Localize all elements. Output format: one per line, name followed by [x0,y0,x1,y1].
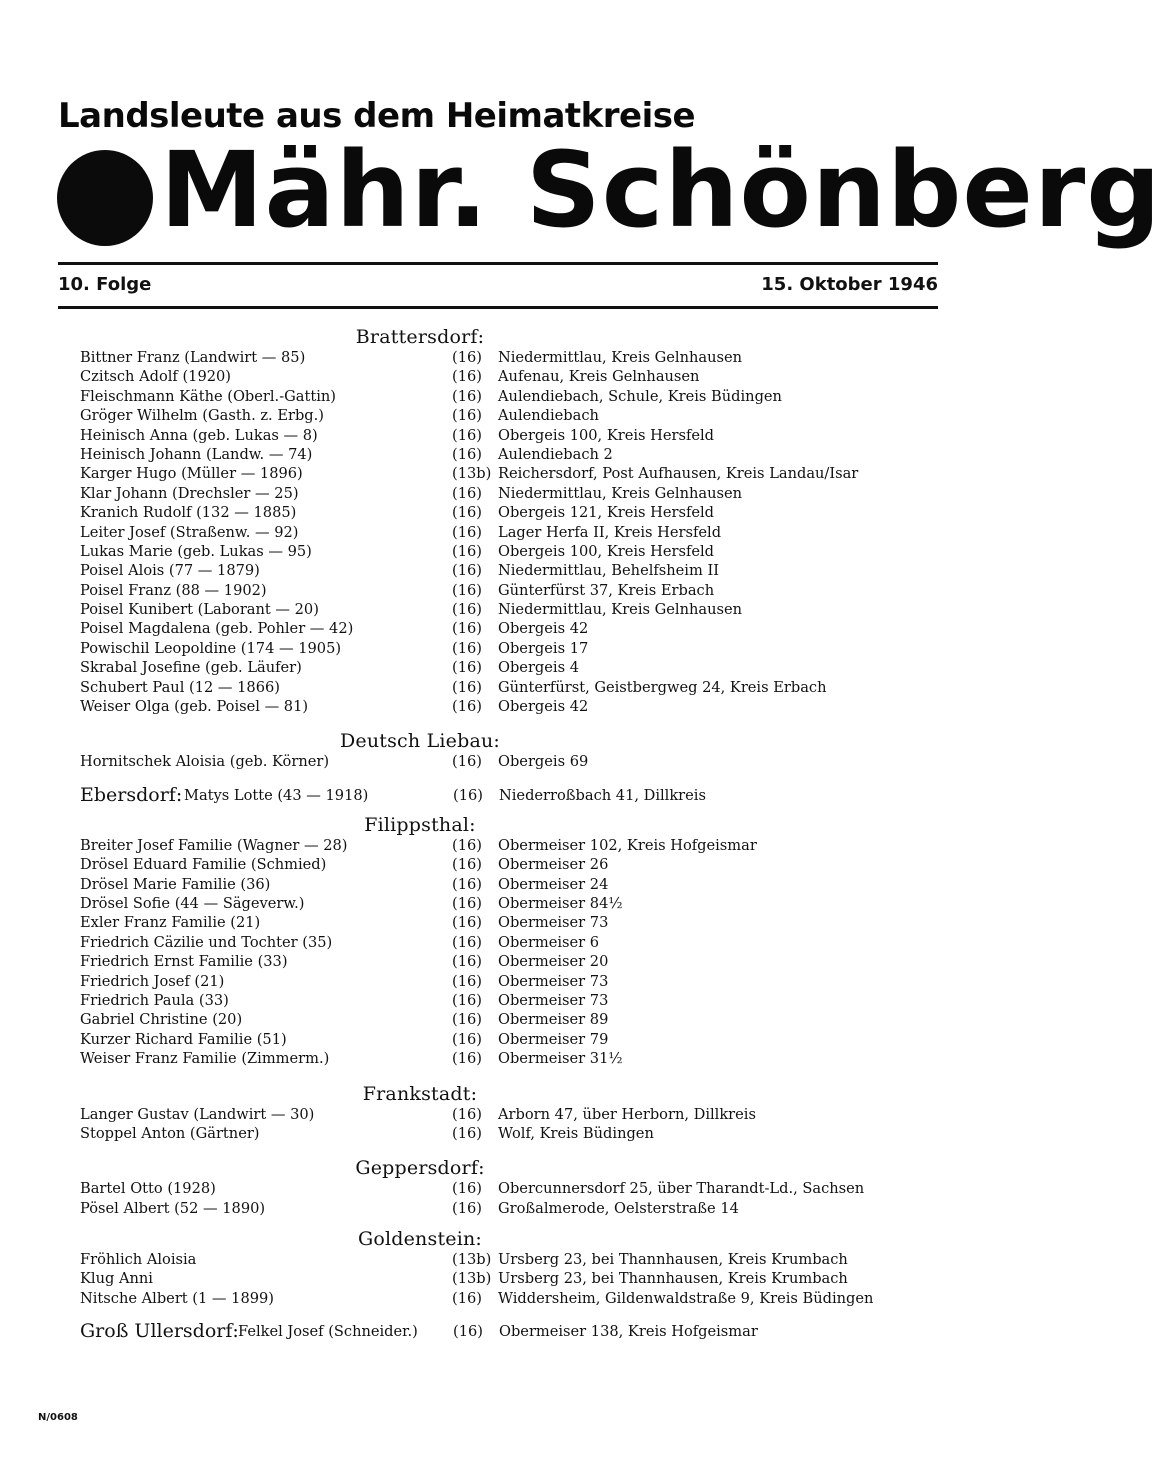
entry-address: Niederroßbach 41, Dillkreis [499,786,706,804]
entry-zone-code: (16) [452,1124,482,1142]
entry-name: Friedrich Ernst Familie (33) [80,953,288,971]
entry-zone-code: (16) [452,562,482,580]
place-heading-filippsthal: Filippsthal: [364,813,476,836]
entry-zone-code: (16) [452,659,482,677]
entry-zone-code: (16) [452,678,482,696]
entry-name: Nitsche Albert (1 — 1899) [80,1289,274,1307]
entry-row [80,348,940,367]
entry-zone-code: (16) [452,972,482,990]
entry-row [80,1049,940,1068]
entry-address: Obermeiser 84½ [498,894,623,912]
entry-address: Obergeis 121, Kreis Hersfeld [498,504,715,522]
entry-address: Günterfürst, Geistbergweg 24, Kreis Erbach [498,678,827,696]
entry-name: Stoppel Anton (Gärtner) [80,1124,260,1142]
entry-zone-code: (16) [452,856,482,874]
place-heading-geppersdorf: Geppersdorf: [355,1157,485,1180]
entry-name: Friedrich Josef (21) [80,972,225,990]
entry-address: Großalmerode, Oelsterstraße 14 [498,1199,739,1217]
entry-zone-code: (16) [452,620,482,638]
section-frankstadt [80,1105,940,1144]
entry-address: Obergeis 4 [498,659,579,677]
entry-zone-code: (16) [452,1105,482,1123]
entry-address: Günterfürst 37, Kreis Erbach [498,581,715,599]
entry-name: Langer Gustav (Landwirt — 30) [80,1105,315,1123]
entry-name: Breiter Josef Familie (Wagner — 28) [80,836,348,854]
section-gross-ullersdorf [80,1318,940,1344]
entry-zone-code: (16) [452,426,482,444]
entry-address: Aufenau, Kreis Gelnhausen [498,368,700,386]
entry-row [80,426,940,445]
masthead-supertitle: Landsleute aus dem Heimatkreise [58,96,696,136]
entry-zone-code: (16) [452,836,482,854]
entry-zone-code: (16) [452,914,482,932]
entry-row [80,1010,940,1029]
entry-name: Exler Franz Familie (21) [80,914,261,932]
entry-zone-code: (16) [452,753,482,771]
entry-row [80,464,940,483]
entry-name: Heinisch Johann (Landw. — 74) [80,445,313,463]
entry-row [80,875,940,894]
entry-address: Obergeis 42 [498,698,589,716]
entry-name: Kranich Rudolf (132 — 1885) [80,504,297,522]
entry-address: Niedermittlau, Kreis Gelnhausen [498,601,743,619]
entry-address: Obercunnersdorf 25, über Tharandt-Ld., Sachsen [498,1180,865,1198]
entry-address: Obergeis 100, Kreis Hersfeld [498,542,715,560]
entry-zone-code: (16) [452,1030,482,1048]
entry-name: Felkel Josef (Schneider.) [238,1323,418,1341]
entry-row [80,619,940,638]
entry-address: Obergeis 69 [498,753,589,771]
entry-address: Obermeiser 6 [498,933,600,951]
entry-zone-code: (16) [452,542,482,560]
entry-zone-code: (16) [452,407,482,425]
entry-zone-code: (13b) [452,465,492,483]
entry-row [80,1199,940,1218]
entry-name: Friedrich Paula (33) [80,991,229,1009]
entry-address: Obergeis 42 [498,620,589,638]
place-heading-gross-ullersdorf: Groß Ullersdorf: [80,1320,239,1343]
entry-row [80,542,940,561]
entry-row [80,1030,940,1049]
entry-row [80,1124,940,1143]
entry-address: Obermeiser 79 [498,1030,609,1048]
place-heading-frankstadt: Frankstadt: [362,1082,478,1105]
entry-zone-code: (16) [453,786,483,804]
entry-address: Obergeis 17 [498,639,589,657]
entry-zone-code: (13b) [452,1270,492,1288]
place-heading-deutsch-liebau: Deutsch Liebau: [339,730,501,753]
entry-zone-code: (16) [452,1011,482,1029]
entry-row [80,1250,940,1269]
entry-row [80,658,940,677]
entry-address: Aulendiebach [498,407,599,425]
entry-address: Widdersheim, Gildenwaldstraße 9, Kreis Büdingen [498,1289,874,1307]
entry-name: Kurzer Richard Familie (51) [80,1030,287,1048]
entry-row [80,991,940,1010]
entry-zone-code: (16) [452,875,482,893]
entry-name: Drösel Sofie (44 — Sägeverw.) [80,894,305,912]
entry-row [80,752,940,771]
entry-address: Niedermittlau, Kreis Gelnhausen [498,484,743,502]
entry-row [80,933,940,952]
entry-name: Klar Johann (Drechsler — 25) [80,484,299,502]
entry-row [80,913,940,932]
entry-row [80,367,940,386]
entry-name: Powischil Leopoldine (174 — 1905) [80,639,342,657]
section-ebersdorf [80,782,940,808]
entry-address: Obermeiser 73 [498,914,609,932]
entry-row [80,600,940,619]
entry-row [80,855,940,874]
entry-address: Obermeiser 26 [498,856,609,874]
entry-row [80,952,940,971]
entry-zone-code: (16) [452,1289,482,1307]
entry-name: Drösel Eduard Familie (Schmied) [80,856,327,874]
entry-zone-code: (16) [452,484,482,502]
entry-row [80,445,940,464]
entry-zone-code: (16) [452,933,482,951]
coat-of-arms-seal [57,150,153,246]
entry-row [80,894,940,913]
entry-zone-code: (16) [452,991,482,1009]
entry-zone-code: (16) [452,639,482,657]
entry-zone-code: (16) [452,698,482,716]
entry-name: Skrabal Josefine (geb. Läufer) [80,659,302,677]
entry-row [80,697,940,716]
entry-zone-code: (16) [452,368,482,386]
entry-name: Friedrich Cäzilie und Tochter (35) [80,933,333,951]
entry-row [80,1179,940,1198]
entry-address: Obermeiser 20 [498,953,609,971]
entry-zone-code: (16) [452,1180,482,1198]
entry-row [80,387,940,406]
entry-address: Obermeiser 138, Kreis Hofgeismar [499,1323,758,1341]
entry-address: Obermeiser 102, Kreis Hofgeismar [498,836,757,854]
entry-name: Schubert Paul (12 — 1866) [80,678,280,696]
entry-name: Poisel Kunibert (Laborant — 20) [80,601,319,619]
entry-address: Obermeiser 31½ [498,1050,623,1068]
entry-name: Heinisch Anna (geb. Lukas — 8) [80,426,318,444]
entry-name: Karger Hugo (Müller — 1896) [80,465,303,483]
masthead-rule-top [58,262,938,265]
entry-name: Weiser Olga (geb. Poisel — 81) [80,698,309,716]
entry-zone-code: (16) [452,953,482,971]
entry-address: Reichersdorf, Post Aufhausen, Kreis Landau/Isar [498,465,859,483]
entry-row [80,678,940,697]
entry-name: Drösel Marie Familie (36) [80,875,271,893]
entry-name: Poisel Franz (88 — 1902) [80,581,267,599]
entry-address: Obermeiser 73 [498,972,609,990]
entry-address: Ursberg 23, bei Thannhausen, Kreis Krumbach [498,1270,848,1288]
entry-address: Obergeis 100, Kreis Hersfeld [498,426,715,444]
entry-address: Obermeiser 89 [498,1011,609,1029]
issue-number: 10. Folge [58,274,152,295]
place-heading-ebersdorf: Ebersdorf: [80,783,183,806]
entry-zone-code: (16) [452,581,482,599]
entry-row [80,1105,940,1124]
entry-row [80,523,940,542]
entry-name: Bittner Franz (Landwirt — 85) [80,349,306,366]
entry-address: Niedermittlau, Kreis Gelnhausen [498,349,743,366]
entry-zone-code: (16) [452,1050,482,1068]
section-filippsthal [80,836,940,1069]
section-geppersdorf [80,1179,940,1218]
entry-name: Fleischmann Käthe (Oberl.-Gattin) [80,387,336,405]
place-heading-goldenstein: Goldenstein: [357,1228,483,1251]
entry-zone-code: (16) [453,1323,483,1341]
entry-name: Bartel Otto (1928) [80,1180,216,1198]
entry-row [80,561,940,580]
masthead-rule-bottom [58,306,938,309]
entry-zone-code: (16) [452,601,482,619]
entry-address: Aulendiebach 2 [498,445,613,463]
entry-name: Gabriel Christine (20) [80,1011,243,1029]
issue-date: 15. Oktober 1946 [761,274,938,295]
entry-address: Wolf, Kreis Büdingen [498,1124,654,1142]
masthead-title: Mähr. Schönberg [160,129,1162,251]
entry-row [80,836,940,855]
entry-zone-code: (16) [452,445,482,463]
entry-zone-code: (16) [452,504,482,522]
entry-name: Fröhlich Aloisia [80,1251,197,1269]
entry-name: Klug Anni [80,1270,153,1288]
entry-name: Poisel Alois (77 — 1879) [80,562,260,580]
entry-name: Czitsch Adolf (1920) [80,368,231,386]
entry-zone-code: (16) [452,894,482,912]
place-heading-brattersdorf: Brattersdorf: [355,326,485,348]
entry-address: Obermeiser 73 [498,991,609,1009]
entry-address: Aulendiebach, Schule, Kreis Büdingen [498,387,782,405]
entry-row [80,503,940,522]
entry-row [80,639,940,658]
entry-zone-code: (16) [452,387,482,405]
entry-address: Niedermittlau, Behelfsheim II [498,562,719,580]
section-goldenstein [80,1250,940,1308]
entry-name: Leiter Josef (Straßenw. — 92) [80,523,299,541]
entry-row [80,484,940,503]
entry-zone-code: (13b) [452,1251,492,1269]
section-brattersdorf [80,348,940,716]
entry-zone-code: (16) [452,349,482,366]
entry-name: Poisel Magdalena (geb. Pohler — 42) [80,620,354,638]
entry-name: Hornitschek Aloisia (geb. Körner) [80,753,330,771]
entry-name: Gröger Wilhelm (Gasth. z. Erbg.) [80,407,324,425]
entry-address: Ursberg 23, bei Thannhausen, Kreis Krumbach [498,1251,848,1269]
entry-zone-code: (16) [452,523,482,541]
listing-content [80,326,940,1344]
section-deutsch-liebau [80,752,940,771]
entry-name: Pösel Albert (52 — 1890) [80,1199,266,1217]
entry-row [80,972,940,991]
entry-name: Lukas Marie (geb. Lukas — 95) [80,542,312,560]
entry-name: Matys Lotte (43 — 1918) [184,786,369,804]
entry-zone-code: (16) [452,1199,482,1217]
entry-row [80,581,940,600]
entry-address: Lager Herfa II, Kreis Hersfeld [498,523,722,541]
entry-row [80,1289,940,1308]
entry-address: Arborn 47, über Herborn, Dillkreis [498,1105,756,1123]
entry-name: Weiser Franz Familie (Zimmerm.) [80,1050,330,1068]
print-code: N/0608 [38,1412,78,1423]
entry-address: Obermeiser 24 [498,875,609,893]
entry-row [80,406,940,425]
entry-row [80,1269,940,1288]
